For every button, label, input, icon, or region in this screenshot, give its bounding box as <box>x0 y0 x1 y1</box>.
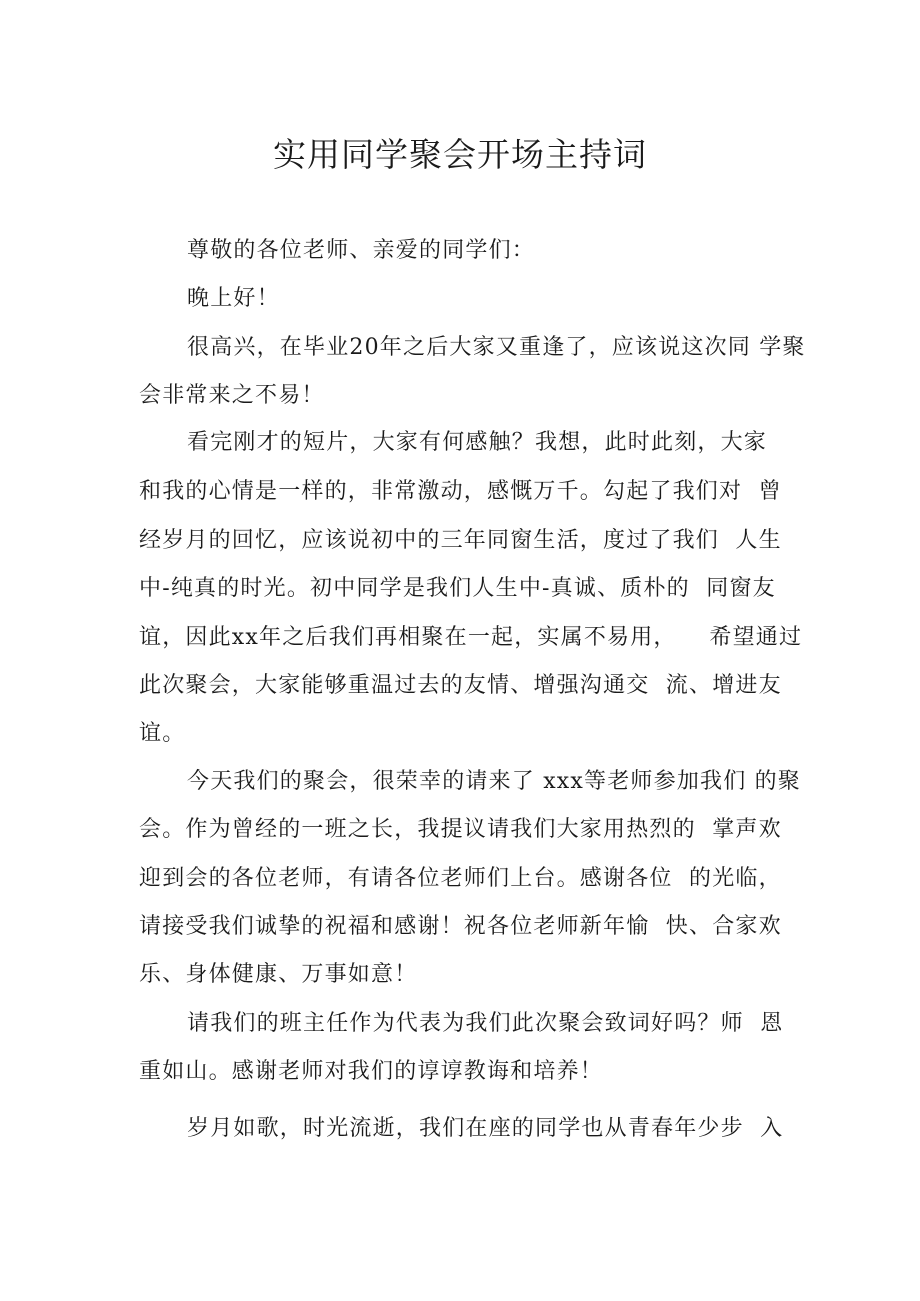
text-line: 重如山。感谢老师对我们的谆谆教诲和培养！ <box>139 1059 604 1084</box>
text-line: 谊。 <box>139 721 186 746</box>
text-line: 会。作为曾经的一班之长，我提议请我们大家用热烈的 掌声欢 <box>139 817 782 842</box>
text-line: 请我们的班主任作为代表为我们此次聚会致词好吗？师 恩 <box>187 1011 784 1036</box>
text-line: 经岁月的回忆，应该说初中的三年同窗生活，度过了我们 人生 <box>139 528 782 553</box>
text-line: 晚上好！ <box>187 286 280 311</box>
text-line: 很高兴，在毕业20年之后大家又重逢了，应该说这次同 学聚 <box>187 335 806 360</box>
text-line: 乐、身体健康、万事如意！ <box>139 962 418 987</box>
text-line: 今天我们的聚会，很荣幸的请来了 xxx等老师参加我们 的聚 <box>187 769 802 794</box>
document-title: 实用同学聚会开场主持词 <box>273 135 647 174</box>
text-line: 迎到会的各位老师，有请各位老师们上台。感谢各位 的光临， <box>139 866 782 891</box>
text-line: 看完刚才的短片，大家有何感触？我想，此时此刻，大家 <box>187 430 768 455</box>
text-line: 谊，因此xx年之后我们再相聚在一起，实属不易用， 希望通过 <box>139 625 803 650</box>
text-line: 尊敬的各位老师、亲爱的同学们： <box>187 238 536 263</box>
text-line: 此次聚会，大家能够重温过去的友情、增强沟通交 流、增进友 <box>139 673 782 698</box>
text-line: 会非常来之不易！ <box>139 383 325 408</box>
text-line: 中-纯真的时光。初中同学是我们人生中-真诚、质朴的 同窗友 <box>139 576 776 601</box>
text-line: 岁月如歌，时光流逝，我们在座的同学也从青春年少步 入 <box>187 1116 784 1141</box>
text-line: 请接受我们诚挚的祝福和感谢！祝各位老师新年愉 快、合家欢 <box>139 914 782 939</box>
text-line: 和我的心情是一样的，非常激动，感慨万千。勾起了我们对 曾 <box>139 479 782 504</box>
